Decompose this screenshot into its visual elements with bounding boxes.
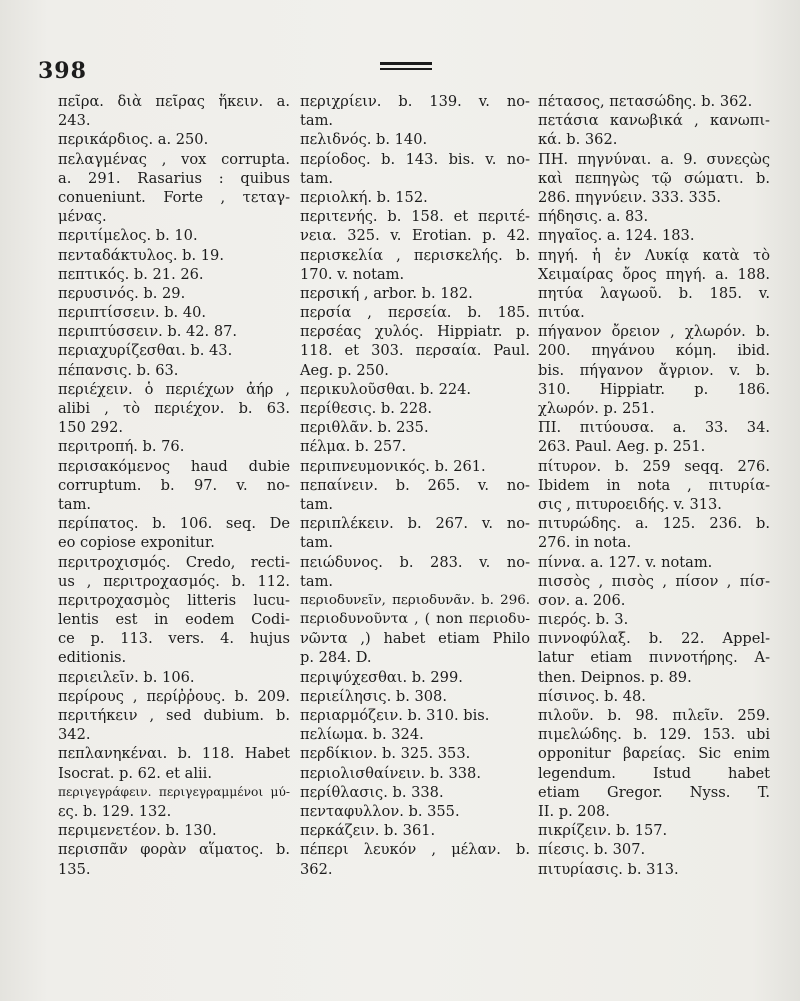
index-entry-line: πελιδνός. b. 140. — [300, 131, 428, 149]
index-entry-line: πειώδυνος. b. 283. v. no- — [300, 553, 530, 571]
index-entry-line: κά. b. 362. — [538, 131, 618, 149]
index-entry-line: tam. — [58, 495, 92, 513]
index-column-left — [58, 92, 290, 879]
index-entry-line: πεῖρα. διὰ πεῖρας ἥκειν. a. — [58, 93, 290, 110]
index-entry-line: περισκελία , περισκελής. b. — [300, 246, 530, 264]
index-entry-line: περιπτίσσειν. b. 40. — [58, 304, 207, 322]
index-entry-line: πελίωμα. b. 324. — [300, 726, 424, 744]
index-entry-line: tam. — [300, 572, 334, 590]
index-entry-line: alibi , τὸ περιέχον. b. 63. — [58, 400, 290, 417]
index-entry-line: περιψύχεσθαι. b. 299. — [300, 668, 463, 686]
index-entry-line: p. 284. D. — [300, 649, 372, 667]
index-entry-line: περιτροπή. b. 76. — [58, 438, 185, 456]
index-entry-line: περσία , περσεία. b. 185. — [300, 304, 530, 322]
index-entry-line: πιλοῦν. b. 98. πιλεῖν. 259. — [538, 707, 770, 724]
index-entry-line: 200. πηγάνου κόμη. ibid. — [538, 342, 770, 360]
index-entry-line: πιτυρίασις. b. 313. — [538, 860, 679, 878]
index-entry-line: 150 292. — [58, 419, 123, 437]
index-entry-line: corruptum. b. 97. v. no- — [58, 476, 290, 494]
index-entry-line: περίοδος. b. 143. bis. v. no- — [300, 150, 530, 168]
index-entry-line: περιτενής. b. 158. et περιτέ- — [300, 208, 530, 226]
index-entry-line: legendum. Istud habet — [538, 764, 770, 782]
index-entry-line: περίθλασις. b. 338. — [300, 783, 444, 801]
index-entry-line: Aeg. p. 250. — [300, 361, 389, 379]
index-entry-line: περιτροχασμὸς litteris lucu- — [58, 591, 290, 609]
index-entry-line: περιοδυνοῦντα , ( non περιοδυ- — [300, 611, 530, 628]
index-entry-line: πενταδάκτυλος. b. 19. — [58, 246, 224, 264]
index-entry-line: περισακόμενος haud dubie — [58, 457, 290, 475]
page-number: 398 — [38, 58, 87, 84]
index-entry-line: opponitur βαρείας. Sic enim — [538, 745, 770, 763]
index-entry-line: πιννοφύλαξ. b. 22. Appel- — [538, 630, 770, 648]
index-entry-line: πίσινος. b. 48. — [538, 687, 646, 705]
index-entry-line: σον. a. 206. — [538, 591, 626, 609]
index-entry-line: 135. — [58, 860, 91, 878]
index-entry-line: περικάρδιος. a. 250. — [58, 131, 209, 149]
index-entry-line: conueniunt. Forte , τεταγ- — [58, 188, 290, 206]
index-entry-line: περίρους , περίῤῥους. b. 209. — [58, 687, 290, 705]
index-entry-line: ες. b. 129. 132. — [58, 802, 172, 820]
index-column-right — [538, 92, 770, 879]
index-entry-line: ΠΗ. πηγνύναι. a. 9. συνεςὼς — [538, 150, 770, 168]
index-entry-line: περιέχειν. ὁ περιέχων ἀήρ , — [58, 380, 290, 398]
index-entry-line: bis. πήγανον ἄγριον. v. b. — [538, 361, 770, 379]
index-entry-line: πίτυρον. b. 259 seqq. 276. — [538, 457, 770, 475]
header-rule-thin — [380, 68, 432, 70]
index-entry-line: πίεσις. b. 307. — [538, 841, 646, 859]
index-entry-line: περιμενετέον. b. 130. — [58, 822, 217, 840]
index-entry-line: περίπατος. b. 106. seq. De — [58, 515, 290, 533]
index-entry-line: etiam Gregor. Nyss. T. — [538, 783, 770, 801]
index-entry-line: περιγεγράφειν. περιγεγραμμένοι μύ- — [58, 784, 290, 799]
index-entry-line: then. Deipnos. p. 89. — [538, 668, 692, 686]
index-entry-line: πηγαῖος. a. 124. 183. — [538, 227, 695, 245]
index-entry-line: II. p. 208. — [538, 802, 610, 820]
index-entry-line: editionis. — [58, 649, 127, 667]
index-entry-line: περιπλέκειν. b. 267. v. no- — [300, 515, 530, 533]
index-entry-line: περιτήκειν , sed dubium. b. — [58, 707, 290, 724]
index-entry-line: eo copiose exponitur. — [58, 534, 215, 552]
index-entry-line: περιπτύσσειν. b. 42. 87. — [58, 323, 238, 341]
index-entry-line: Χειμαίρας ὄρος πηγή. a. 188. — [538, 265, 770, 283]
index-entry-line: ΠΙ. πιτύουσα. a. 33. 34. — [538, 419, 770, 437]
index-entry-line: περίθεσις. b. 228. — [300, 400, 433, 417]
index-entry-line: περκάζειν. b. 361. — [300, 822, 436, 840]
index-entry-line: tam. — [300, 534, 334, 552]
index-entry-line: 170. v. notam. — [300, 265, 405, 283]
index-entry-line: πηγή. ἡ ἐν Λυκίᾳ κατὰ τὸ — [538, 246, 770, 264]
index-entry-line: 342. — [58, 726, 91, 744]
index-entry-line: Isocrat. p. 62. et alii. — [58, 764, 212, 782]
index-entry-line: περδίκιον. b. 325. 353. — [300, 745, 471, 763]
index-entry-line: 286. πηγνύειν. 333. 335. — [538, 188, 721, 206]
index-entry-line: χλωρόν. p. 251. — [538, 400, 655, 417]
index-entry-line: πιτύα. — [538, 304, 585, 322]
index-entry-line: tam. — [300, 169, 334, 187]
index-entry-line: περιοδυνεῖν, περιοδυνᾶν. b. 296. — [300, 592, 530, 608]
index-entry-line: πητύα λαγωοῦ. b. 185. v. — [538, 284, 770, 302]
index-entry-line: πισσὸς , πισὸς , πίσον , πίσ- — [538, 572, 770, 590]
index-entry-line: 310. Hippiatr. p. 186. — [538, 380, 770, 398]
index-entry-line: πέπερι λευκόν , μέλαν. b. — [300, 841, 530, 859]
index-entry-line: πετάσια κανωβικά , κανωπι- — [538, 112, 770, 130]
index-entry-line: πιμελώδης. b. 129. 153. ubi — [538, 726, 770, 744]
index-entry-line: tam. — [300, 112, 334, 130]
index-entry-line: περιαρμόζειν. b. 310. bis. — [300, 707, 490, 724]
index-entry-line: latur etiam πιννοτήρης. A- — [538, 649, 770, 667]
index-entry-line: 263. Paul. Aeg. p. 251. — [538, 438, 706, 456]
index-entry-line: πέπανσις. b. 63. — [58, 361, 179, 379]
index-entry-line: πίννα. a. 127. v. notam. — [538, 553, 713, 571]
index-entry-line: περιολισθαίνειν. b. 338. — [300, 764, 481, 782]
index-entry-line: περσέας χυλός. Hippiatr. p. — [300, 323, 530, 341]
index-entry-line: πιτυρώδης. a. 125. 236. b. — [538, 515, 770, 533]
index-entry-line: πελαγμένας , vox corrupta. — [58, 150, 290, 168]
index-entry-line: πέτασος, πετασώδης. b. 362. — [538, 93, 753, 110]
header-rule — [380, 62, 432, 65]
index-entry-line: περιείλησις. b. 308. — [300, 687, 447, 705]
index-entry-line: us , περιτροχασμός. b. 112. — [58, 572, 290, 590]
index-entry-line: περιπνευμονικός. b. 261. — [300, 457, 486, 475]
index-entry-line: πέλμα. b. 257. — [300, 438, 407, 456]
index-entry-line: νῶντα ,) habet etiam Philo — [300, 630, 530, 648]
index-entry-line: πεπτικός. b. 21. 26. — [58, 265, 204, 283]
index-entry-line: a. 291. Rasarius : quibus — [58, 169, 290, 187]
index-entry-line: πεπαίνειν. b. 265. v. no- — [300, 476, 530, 494]
index-entry-line: πενταφυλλον. b. 355. — [300, 802, 460, 820]
index-entry-line: περιολκή. b. 152. — [300, 188, 428, 206]
index-entry-line: 276. in nota. — [538, 534, 632, 552]
index-entry-line: περικυλοῦσθαι. b. 224. — [300, 380, 472, 398]
index-entry-line: νεια. 325. v. Erotian. p. 42. — [300, 227, 530, 245]
index-entry-line: πήδησις. a. 83. — [538, 208, 649, 226]
index-entry-line: περιτίμελος. b. 10. — [58, 227, 198, 245]
index-entry-line: περισπᾶν φορὰν αἵματος. b. — [58, 841, 290, 859]
index-entry-line: 362. — [300, 860, 333, 878]
index-entry-line: lentis est in eodem Codi- — [58, 611, 290, 629]
index-column-middle — [300, 92, 530, 879]
index-entry-line: πήγανον ὄρειον , χλωρόν. b. — [538, 323, 770, 341]
index-entry-line: πεπλανηκέναι. b. 118. Habet — [58, 745, 290, 763]
index-entry-line: περιτροχισμός. Credo, recti- — [58, 553, 290, 571]
index-entry-line: περιειλεῖν. b. 106. — [58, 668, 195, 686]
index-entry-line: 243. — [58, 112, 91, 130]
index-entry-line: μένας. — [58, 208, 107, 226]
index-entry-line: Ibidem in nota , πιτυρία- — [538, 476, 770, 494]
index-entry-line: tam. — [300, 495, 334, 513]
index-entry-line: περιθλᾶν. b. 235. — [300, 419, 429, 437]
index-entry-line: πιερός. b. 3. — [538, 611, 629, 629]
index-entry-line: περυσινός. b. 29. — [58, 284, 186, 302]
index-entry-line: περσική , arbor. b. 182. — [300, 284, 473, 302]
index-entry-line: περιχρίειν. b. 139. v. no- — [300, 93, 530, 110]
index-entry-line: περιαχυρίζεσθαι. b. 43. — [58, 342, 233, 360]
index-entry-line: καὶ πεπηγὼς τῷ σώματι. b. — [538, 169, 770, 187]
index-entry-line: πικρίζειν. b. 157. — [538, 822, 668, 840]
index-entry-line: 118. et 303. περσαία. Paul. — [300, 342, 530, 360]
index-entry-line: ce p. 113. vers. 4. hujus — [58, 630, 290, 648]
index-entry-line: σις , πιτυροειδής. v. 313. — [538, 495, 722, 513]
